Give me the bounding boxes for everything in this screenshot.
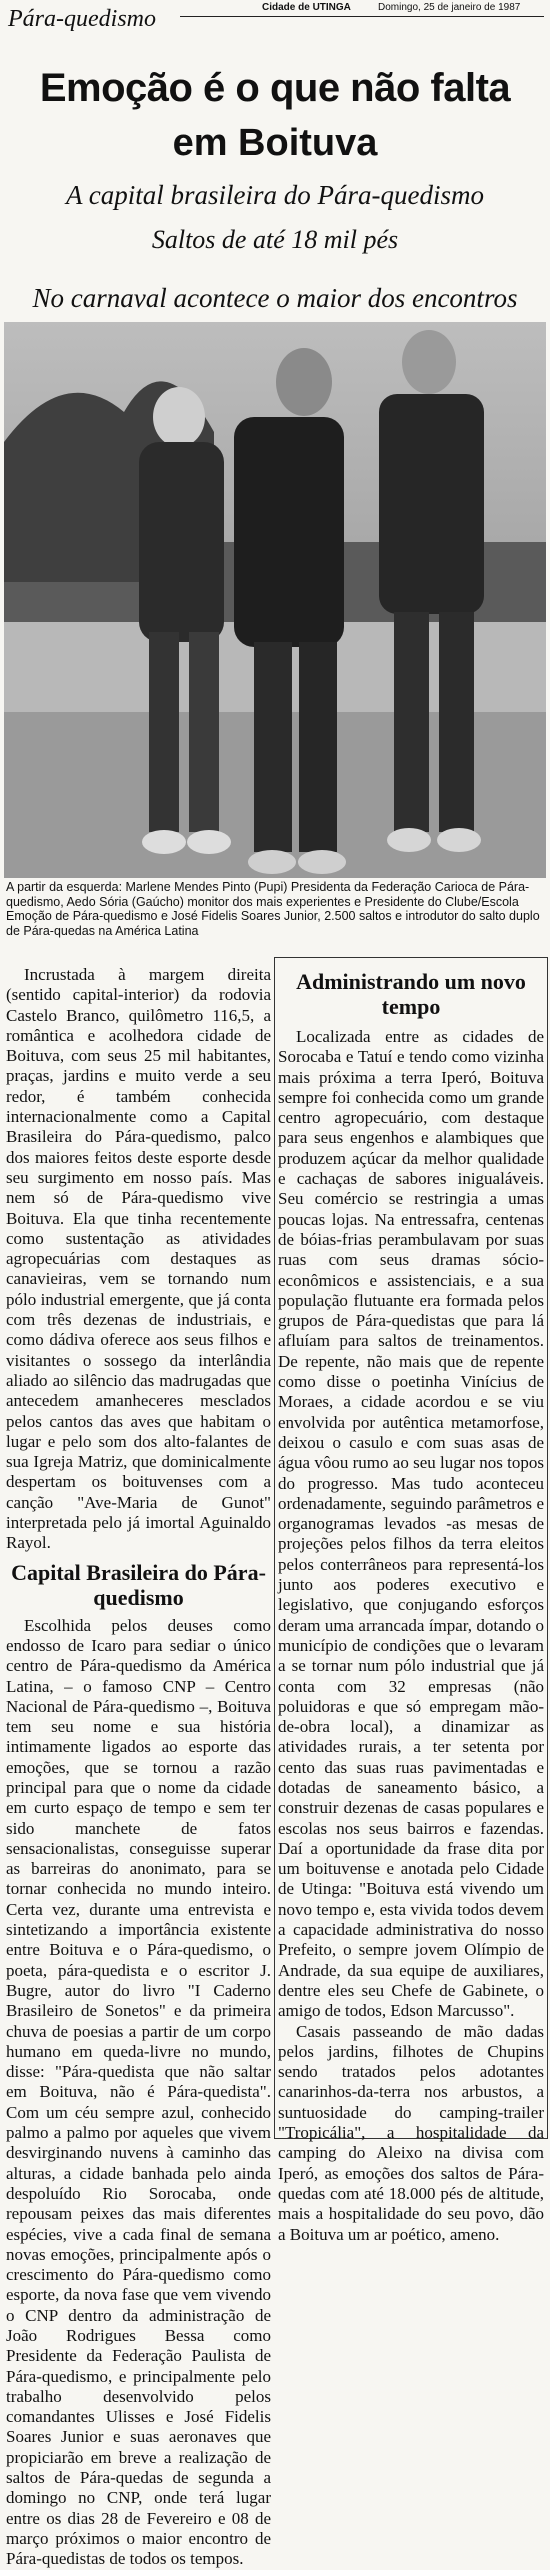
headline-line-2: em Boituva: [172, 122, 378, 164]
subtitle-2: Saltos de até 18 mil pés: [151, 225, 399, 254]
issue-date: Domingo, 25 de janeiro de 1987: [378, 2, 521, 13]
skydivers-photo: [4, 322, 546, 878]
headline-line-1: Emoção é o que não falta: [39, 66, 511, 110]
right-subhead: Administrando um novo tempo: [296, 969, 526, 1019]
right-paragraph-2: Casais passeando de mão dadas pelos jardins, filhotes de Chupins sendo tratados pelos adotantes canarinhos-da-terra nos arbustos, a suntuosidade do camping-trailer "Tropicália", a hospitalidade da camping do Aleixo na divisa com Iperó, as emoções dos saltos de Pára-quedas com até 18.000 pés de altitude, mais a hospitalidade do seu povo, dão a Boituva um ar poético, ameno.: [278, 2021, 544, 2244]
newspaper-name: Cidade de UTINGA: [262, 2, 351, 13]
subtitle-3: No carnaval acontece o maior dos encontros: [32, 283, 518, 313]
photo-illustration: [4, 322, 546, 878]
left-paragraph-2: Escolhida pelos deuses como endosso de Icaro para sediar o único centro de Pára-quedismo da América Latina, – o famoso CNP – Centro Nacional de Pára-quedismo –, Boituva tem seu nome e sua história intimamente ligados ao esporte das emoções, que se tornou a razão principal para que o nome da cidade em curto espaço de tempo e sem ter sido manchete de fatos sensacionalistas, conseguisse superar as barreiras do anonimato, para se tornar conhecida no mundo inteiro. Certa vez, durante uma entrevista e sintetizando a importância existente entre Boituva e o Pára-quedismo, o poeta, pára-quedista e o escritor J. Bugre, autor do livro "I Caderno Brasileiro de Sonetos" e da primeira chuva de poesias a partir de um corpo humano em queda-livre no mundo, disse: "Pára-quedista que não saltar em Boituva, não é Pára-quedista". Com um céu sempre azul, conhecido palmo a palmo por aqueles que vivem desvirginando nuvens à caminho das alturas, a cidade banhada pelo ainda despoluído Rio Sorocaba, onde repousam peixes das mais diferentes espécies, vive a cada final de semana novas emoções, principalmente após o crescimento do Pára-quedismo como esporte, da nova fase que vem vivendo o CNP dentro da administração de João Rodrigues Bessa como Presidente da Federação Paulista de Pára-quedismo, e principalmente pelo trabalho desenvolvido pelos comandantes Ulisses e José Fidelis Soares Junior e suas aeronaves que propiciarão em breve a realização de saltos de Pára-quedas de segunda a domingo no CNP, onde terá lugar entre os dias 28 de Fevereiro e 08 de março próximos o maior encontro de Pára-quedistas de todos os tempos.: [6, 1615, 271, 2569]
subtitle-1: A capital brasileira do Pára-quedismo: [66, 180, 484, 210]
article-left-column: [6, 965, 271, 2570]
section-label: Pára-quedismo: [8, 6, 156, 32]
left-subhead: Capital Brasileira do Pára-quedismo: [11, 1559, 266, 1610]
photo-caption: A partir da esquerda: Marlene Mendes Pinto (Pupi) Presidenta da Federação Carioca de Pára-quedismo, Aedo Sória (Gaúcho) monitor dos mais experientes e Presidente do Clube/Escola Emoção de Pára-quedismo e José Fidelis Soares Junior, 2.500 saltos e introdutor do salto duplo de Pára-quedas na América Latina: [6, 880, 540, 938]
right-paragraph-1: Localizada entre as cidades de Sorocaba e Tatuí e tendo como vizinha mais próxima a terra Iperó, Boituva sempre foi conhecida como um grande centro agropecuário, com destaque para seus engenhos e alambiques que produzem açúcar da melhor qualidade e cachaças de sabores inigualáveis. Seu comércio se restringia a umas poucas lojas. Na entressafra, centenas de bóias-frias perambulavam por suas ruas com seus dramas sócio-econômicos e assistenciais, e a sua população flutuante era formada pelos grupos de Pára-quedistas que para lá afluíam para saltos de treinamentos. De repente, não mais que de repente como disse o poetinha Vinícius de Moraes, a cidade acordou e se viu envolvida por autêntica metamorfose, deixou o casulo e com suas asas de água vôou rumo ao seu lugar nos topos do progresso. Mas tudo aconteceu ordenadamente, seguindo parâmetros e organogramas levados -as mesas de projeções pelos filhos da terra eleitos pelos conterrâneos para representá-los junto aos poderes executivo e legislativo, que conjugando esforços deram uma arrancada ímpar, dotando o município de condições que o levaram a se tornar num pólo industrial que já conta com 32 empresas (não poluidoras e que só empregam mão-de-obra local), a dinamizar as atividades rurais, a ter setenta por cento das suas ruas pavimentadas e dotadas de saneamento básico, a construir dezenas de casas populares e escolas nos seus bairros e fazendas. Daí a oportunidade da frase dita por um boituvense e anotada pelo Cidade de Utinga: "Boituva está vivendo um novo tempo e, esta vivida todos devem a capacidade administrativa do nosso Prefeito, o sempre jovem Olímpio de Andrade, da sua equipe de auxiliares, dentre eles seu Chefe de Gabinete, o amigo de todos, Edson Marcusso".: [278, 1027, 544, 2021]
article-right-column: [278, 965, 544, 2245]
left-paragraph-1: Incrustada à margem direita (sentido capital-interior) da rodovia Castelo Branco, quilômetro 116,5, a romântica e acolhedora cidade de Boituva, com seus 25 mil habitantes, praças, jardins e muito verde a seu redor, é também conhecida internacionalmente como a Capital Brasileira do Pára-quedismo, palco dos maiores feitos deste esporte desde seu surgimento em nosso país. Mas nem só de Pára-quedismo vive Boituva. Ela que tinha recentemente como sustentação as atividades agropecuárias com destaques as canavieiras, vem se tornando num pólo industrial emergente, que já conta com três dezenas de industriais, e como dádiva oferece aos seus filhos e visitantes o sossego da interlândia aliado ao silêncio das madrugadas que antecedem amanheceres mesclados pelos cantos das aves que habitam o lugar e pelo som dos alto-falantes de sua Igreja Matriz, que dominicalmente despertam os boituvenses com a canção "Ave-Maria de Gunot" interpretada pelo já imortal Aguinaldo Rayol.: [6, 965, 271, 1553]
header-rule: [180, 16, 544, 17]
